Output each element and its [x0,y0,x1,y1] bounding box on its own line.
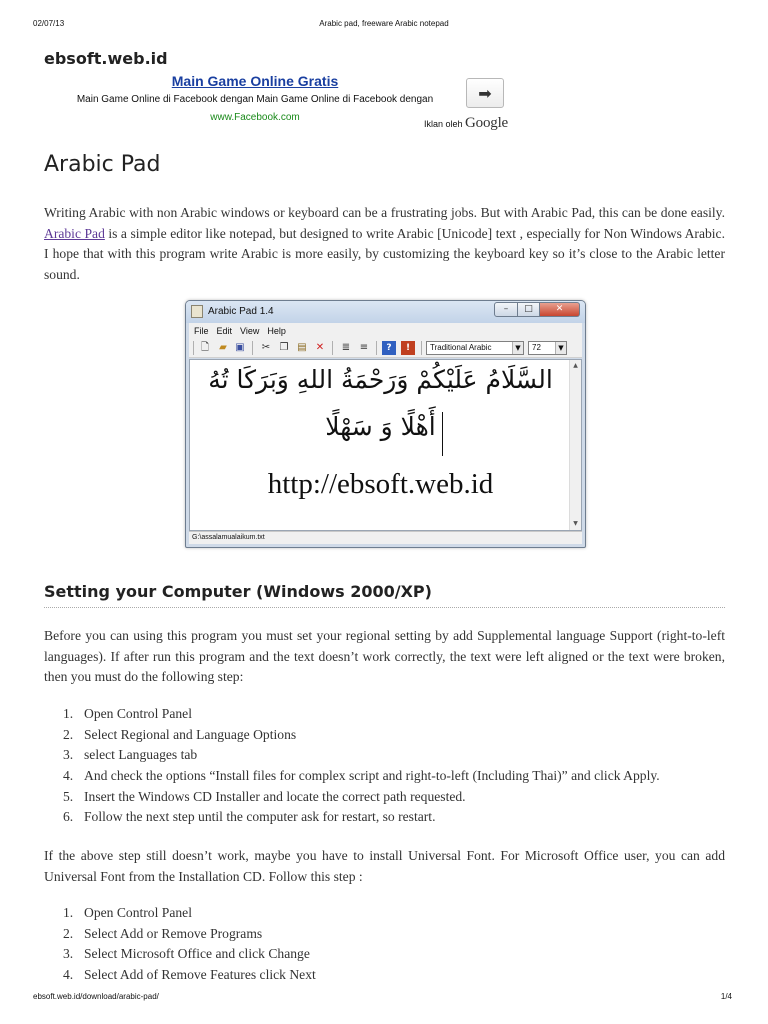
site-title[interactable]: ebsoft.web.id [44,49,168,68]
intro-text-before-link: Writing Arabic with non Arabic windows or keyboard can be a frustrating jobs. But with Arabic Pad, this can be done easily. [44,205,725,220]
google-logo: Google [465,115,509,131]
align-justify-icon: ≡ [359,342,369,353]
app-icon [191,305,203,318]
new-file-icon: 🗋 [200,342,210,353]
list-item-text: And check the options “Install files for complex script and right-to-left (Including Thai)” and click Apply. [84,768,660,784]
font-name-value: Traditional Arabic [430,343,492,352]
list-item [63,787,660,808]
editor-scrollbar [569,360,581,530]
delete-icon: ✕ [315,342,325,353]
minimize-icon: – [494,302,518,317]
intro-paragraph [44,203,725,285]
scroll-down-icon: ▼ [573,520,578,527]
list-item-text: Select Add or Remove Programs [84,925,263,941]
list-item [63,704,660,725]
ad-headline-link[interactable]: Main Game Online Gratis [171,73,339,89]
copy-icon: ❐ [279,342,289,353]
font-size-value: 72 [532,343,541,352]
universal-font-paragraph: If the above step still doesn’t work, maybe you have to install Universal Font. For Microsoft Office user, you can add Universal Font from the Installation CD. Follow this step : [44,848,725,884]
menu-edit: Edit [216,325,233,336]
list-item [63,965,316,986]
window-controls [494,302,580,317]
font-name-select [426,341,524,355]
toolbar-separator [421,341,422,355]
print-header [33,19,735,31]
maximize-icon: □ [518,302,540,317]
ad-banner [60,70,530,130]
list-item-text: Select Add of Remove Features click Next [84,967,316,983]
list-item-text: Insert the Windows CD Installer and locate the correct path requested. [84,788,466,804]
ads-by-text: Iklan oleh [424,119,463,129]
menu-help: Help [267,325,286,336]
list-item-text: Open Control Panel [84,706,192,721]
window-menubar [189,323,582,338]
section-heading: Setting your Computer (Windows 2000/XP) [44,582,725,608]
list-item-number: 1. [63,905,74,920]
chevron-down-icon: ▼ [555,342,566,354]
cut-icon: ✂ [261,342,271,353]
ad-description: Main Game Online di Facebook dengan Main Game Online di Facebook dengan [76,94,434,105]
intro-text-after-link: is a simple editor like notepad, but designed to write Arabic [Unicode] text , especially for Non Windows Arabic. I hope that with this program write Arabic is more easily, by customizing the keyboard key so it’s close to the Arabic letter sound. [44,225,725,282]
editor-line-2: أَهْلًا وَ سَهْلًا [325,412,436,441]
window-toolbar [189,338,582,358]
window-titlebar [186,301,585,323]
save-icon: ▣ [235,342,245,353]
regional-steps-list [63,704,660,828]
menu-view: View [240,325,260,336]
list-item [63,766,660,787]
editor-line-1: السَّلَامُ عَلَيْكُمْ وَرَحْمَةُ اللهِ وَبَرَكَا تُهُ [208,365,553,394]
print-date: 02/07/13 [33,19,65,28]
toolbar-separator [252,341,253,355]
list-item-text: Select Regional and Language Options [84,726,297,742]
close-icon: ✕ [540,302,580,317]
article-title: Arabic Pad [44,152,161,177]
scroll-up-icon: ▲ [573,362,578,369]
info-icon: ! [401,341,415,355]
toolbar-separator [332,341,333,355]
list-item-number: 3. [63,946,74,962]
arrow-right-icon: ➡ [478,83,492,103]
list-item-number: 1. [63,706,74,721]
ads-by-label[interactable] [424,115,508,132]
text-caret [442,412,443,456]
list-item-number: 5. [63,788,74,804]
list-item [63,745,660,766]
list-item-number: 6. [63,809,74,825]
ad-arrow-button[interactable] [466,78,504,108]
list-item [63,725,660,746]
print-footer [33,992,735,1004]
editor-line-3: http://ebsoft.web.id [267,468,494,500]
print-page-title: Arabic pad, freeware Arabic notepad [319,19,449,28]
align-right-icon: ≣ [341,342,351,353]
list-item-number: 2. [63,726,74,742]
ad-display-url[interactable]: www.Facebook.com [210,112,300,123]
list-item-number: 3. [63,747,74,763]
toolbar-separator [376,341,377,355]
list-item-text: Follow the next step until the computer ask for restart, so restart. [84,809,436,825]
list-item-number: 4. [63,768,74,784]
regional-paragraph: Before you can using this program you must set your regional setting by add Supplemental language Support (right-to-left languages). If after run this program and the text doesn’t work correctly, the text were left aligned or the text were broken, then you must do the following step: [44,628,725,684]
list-item-text: select Languages tab [84,747,198,763]
print-url: ebsoft.web.id/download/arabic-pad/ [33,992,159,1001]
help-icon: ? [382,341,396,355]
toolbar-separator [193,341,194,355]
window-title: Arabic Pad 1.4 [208,306,274,317]
chevron-down-icon: ▼ [512,342,523,354]
list-item [63,924,316,945]
font-steps-list [63,903,316,986]
list-item-number: 2. [63,925,74,941]
font-size-select [528,341,567,355]
editor-area [189,359,582,531]
paste-icon: ▤ [297,342,307,353]
list-item [63,903,316,924]
list-item [63,944,316,965]
menu-file: File [194,325,209,336]
arabic-pad-link[interactable]: Arabic Pad [44,225,105,241]
window-statusbar: G:\assalamualaikum.txt [189,531,582,544]
open-folder-icon: ▰ [219,342,227,353]
list-item [63,807,660,828]
print-page-number: 1/4 [720,992,732,1001]
list-item-text: Select Microsoft Office and click Change [84,946,310,962]
list-item-number: 4. [63,967,74,983]
app-screenshot [185,300,586,548]
list-item-text: Open Control Panel [84,905,192,920]
